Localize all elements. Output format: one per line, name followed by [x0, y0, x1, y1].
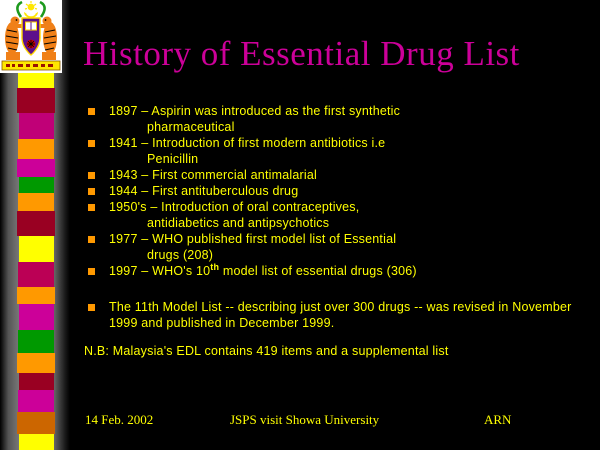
bullet-text [109, 167, 597, 183]
bullet-item [85, 263, 597, 279]
sidebar-block [19, 177, 54, 193]
banner-scroll [2, 61, 60, 70]
text-segment: drugs (208) [147, 248, 214, 262]
text-segment: 1943 – First commercial antimalarial [109, 168, 317, 182]
bullet-text [109, 299, 597, 331]
text-segment: 1977 – WHO published first model list of Essential [109, 232, 397, 246]
bullet-line [109, 231, 597, 247]
bullet-line [109, 299, 597, 315]
bullet-line [109, 135, 597, 151]
sidebar-block [19, 373, 54, 390]
bullet-line [109, 183, 597, 199]
footer-event: JSPS visit Showa University [230, 412, 380, 427]
superscript-text: th [210, 261, 220, 272]
bullet-line [147, 119, 597, 135]
bullet-square-icon [88, 172, 95, 179]
text-segment: model list of essential drugs (306) [219, 264, 417, 278]
bullet-item [85, 167, 597, 183]
bullet-square-icon [88, 236, 95, 243]
sidebar-block [19, 236, 54, 262]
page-title: History of Essential Drug List [83, 34, 520, 73]
footer-author: ARN [484, 412, 512, 427]
bullet-list [85, 103, 597, 331]
bullet-item [85, 231, 597, 263]
sidebar-block [18, 193, 54, 211]
bullet-line [147, 151, 597, 167]
sidebar-block [17, 353, 55, 373]
bullet-line [147, 215, 597, 231]
bullet-text [109, 231, 597, 263]
sidebar-block [19, 113, 54, 139]
sidebar-block [17, 159, 55, 177]
sidebar-block [19, 304, 54, 330]
bullet-text [109, 199, 597, 231]
sidebar-block [18, 390, 54, 412]
bullet-line [109, 167, 597, 183]
bullet-text [109, 183, 597, 199]
text-segment: Penicillin [147, 152, 199, 166]
bullet-square-icon [88, 140, 95, 147]
bullet-text [109, 103, 597, 135]
bullet-line [109, 263, 597, 279]
bullet-item [85, 135, 597, 167]
sidebar-block [17, 211, 55, 236]
sidebar-block [18, 139, 54, 159]
text-segment: 1941 – Introduction of first modern antibiotics i.e [109, 136, 386, 150]
sidebar-block [18, 73, 54, 88]
bullet-item [85, 199, 597, 231]
bullet-square-icon [88, 108, 95, 115]
note-text: N.B: Malaysia's EDL contains 419 items and a supplemental list [84, 344, 449, 358]
sidebar-block [17, 287, 55, 304]
sidebar-block [18, 330, 54, 353]
bullet-square-icon [88, 304, 95, 311]
text-segment: pharmaceutical [147, 120, 235, 134]
bullet-line [109, 103, 597, 119]
bullet-line [109, 315, 597, 331]
bullet-item [85, 103, 597, 135]
sidebar-block [18, 262, 54, 287]
sidebar-block [19, 434, 54, 450]
text-segment: 1999 and published in December 1999. [109, 316, 335, 330]
bullet-line [147, 247, 597, 263]
footer-date: 14 Feb. 2002 [85, 412, 154, 427]
bullet-square-icon [88, 268, 95, 275]
bullet-item [85, 183, 597, 199]
bullet-item [85, 299, 597, 331]
text-segment: 1897 – Aspirin was introduced as the first synthetic [109, 104, 401, 118]
university-coat-of-arms [0, 0, 62, 73]
text-segment: 1944 – First antituberculous drug [109, 184, 299, 198]
bullet-square-icon [88, 204, 95, 211]
bullet-text [109, 263, 597, 279]
sidebar-blocks [17, 73, 55, 450]
bullet-line [109, 199, 597, 215]
text-segment: The 11th Model List -- describing just over 300 drugs -- was revised in November [109, 300, 572, 314]
sidebar-block [17, 412, 55, 434]
sidebar-block [17, 88, 55, 113]
text-segment: 1997 – WHO's 10 [109, 264, 211, 278]
text-segment: antidiabetics and antipsychotics [147, 216, 330, 230]
bullet-square-icon [88, 188, 95, 195]
bullet-text [109, 135, 597, 167]
text-segment: 1950's – Introduction of oral contraceptives, [109, 200, 360, 214]
